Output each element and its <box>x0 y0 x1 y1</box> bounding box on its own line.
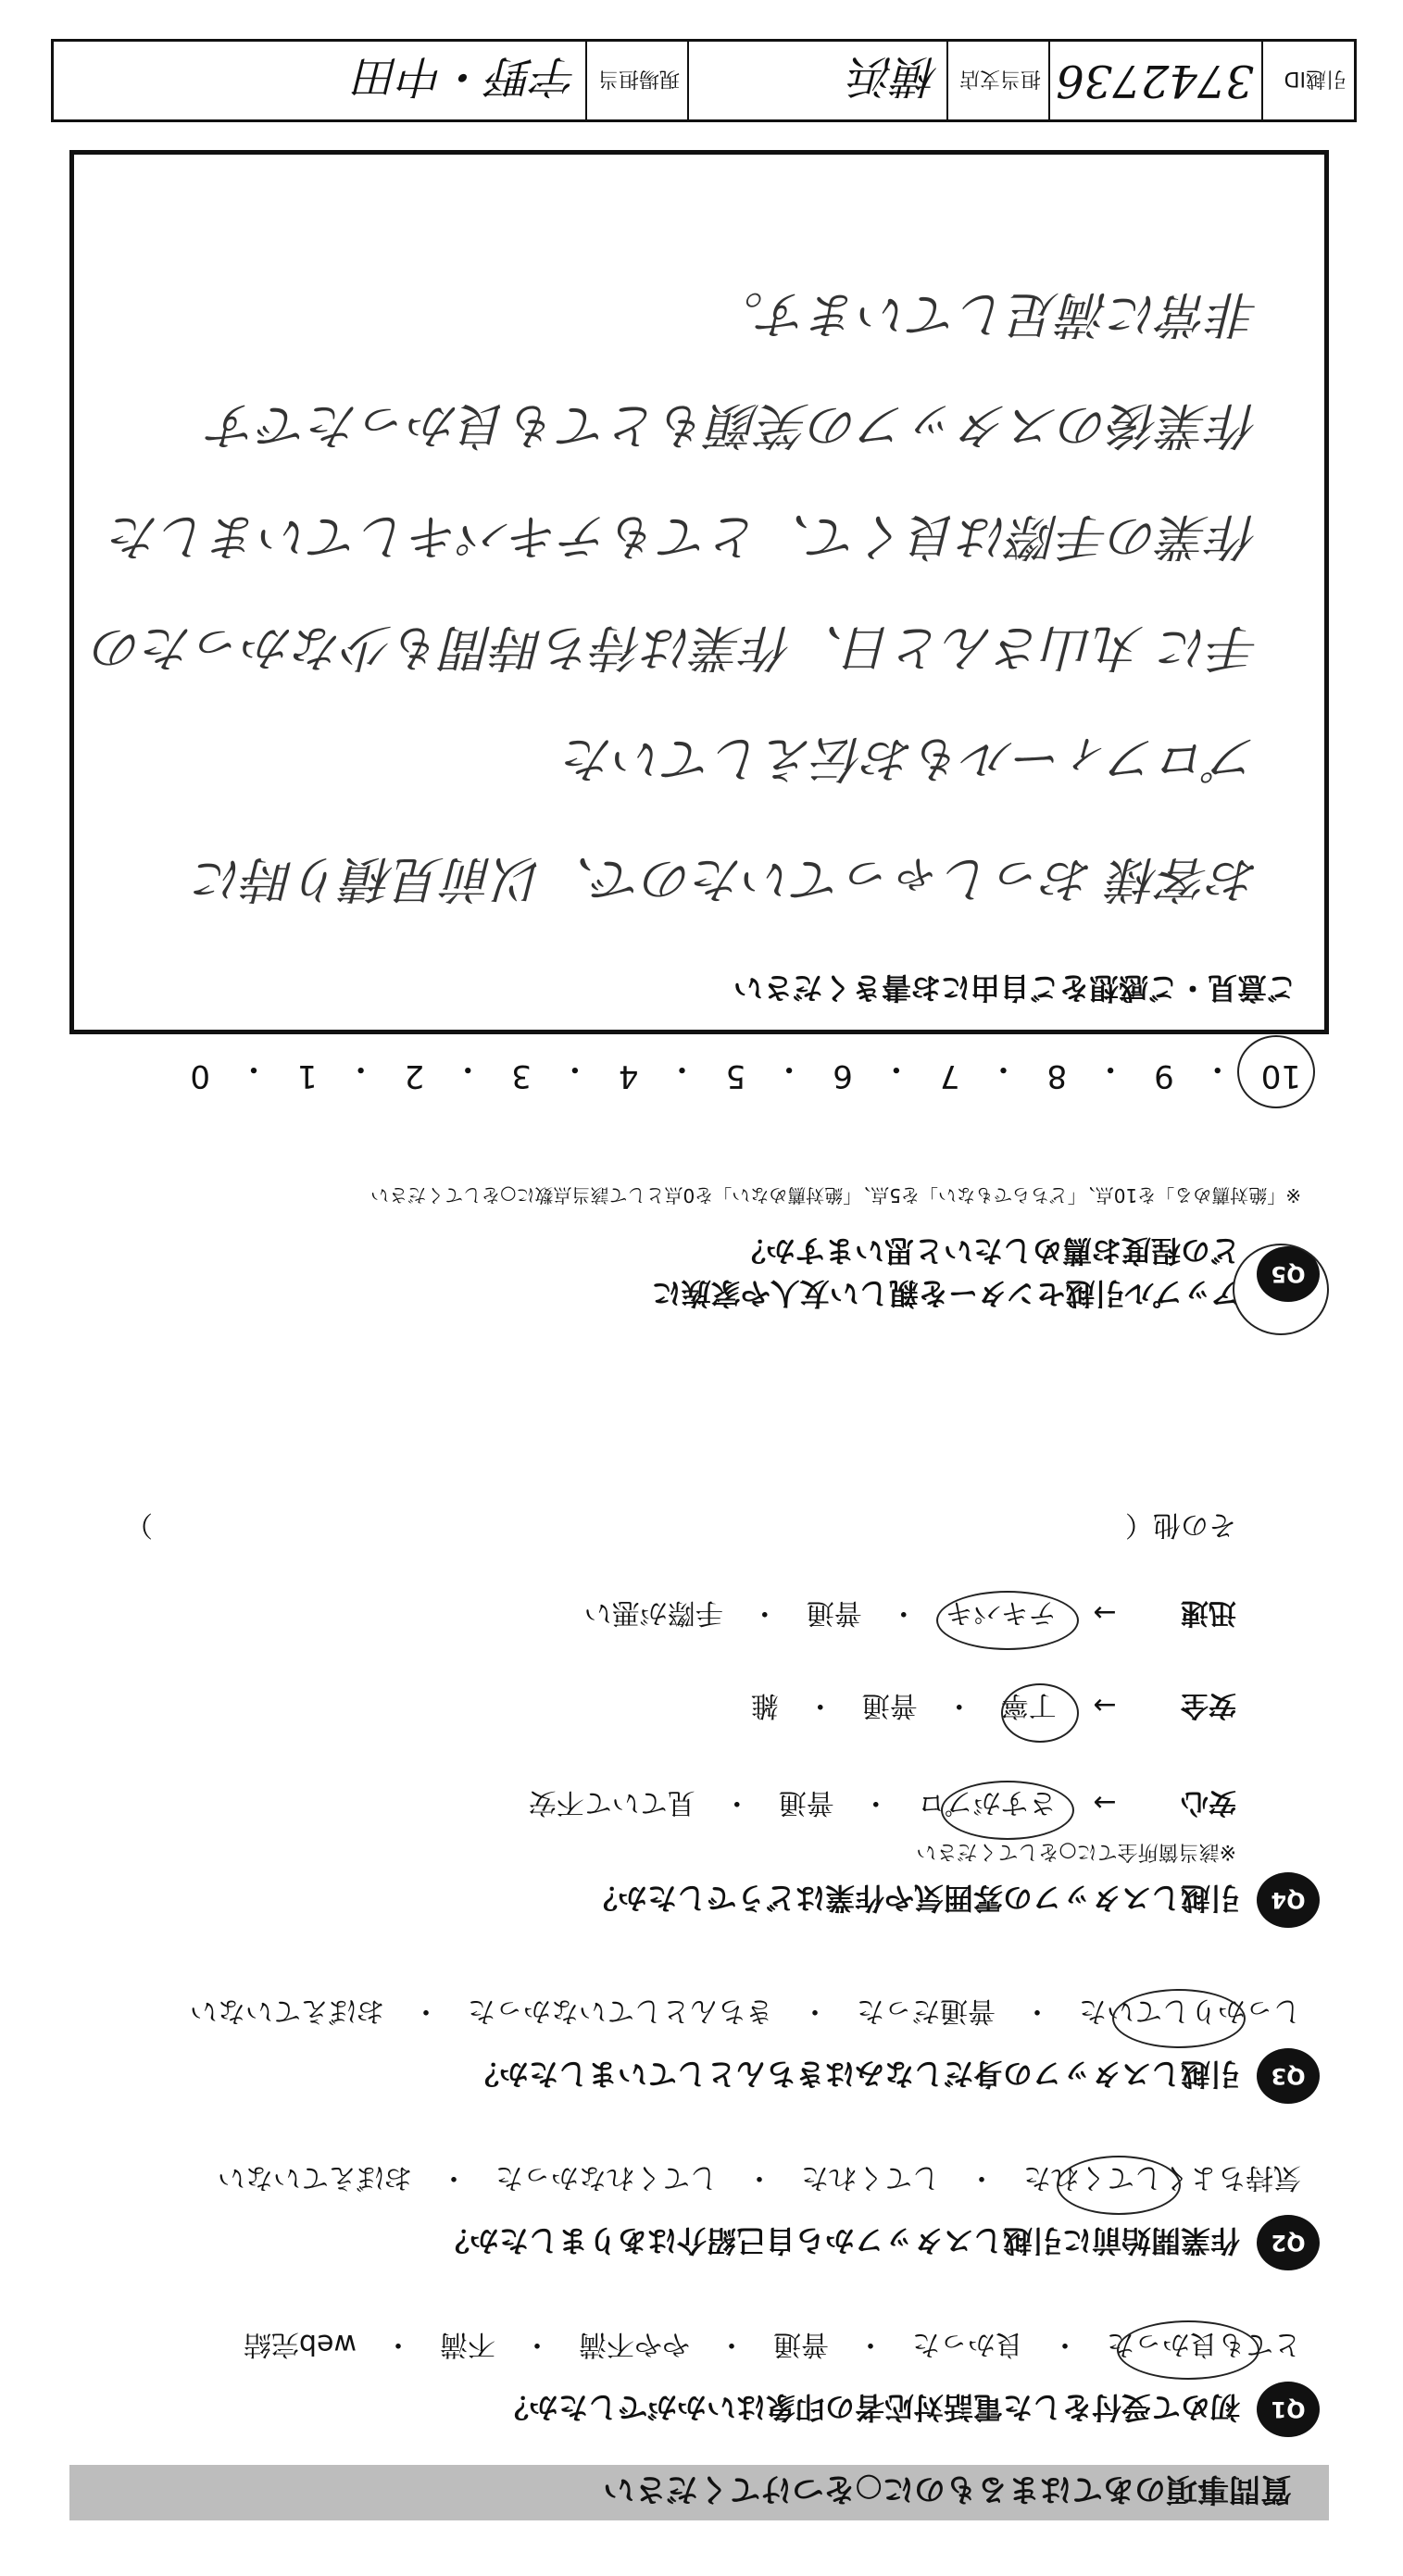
question-4 <box>588 1872 1320 1928</box>
scale-separator: ・ <box>880 1050 912 1087</box>
staff-value: 宇野・中田 <box>355 50 578 103</box>
q1-text: 初めて受付をした電話対応者の印象はいかがでしたか？ <box>498 2390 1240 2425</box>
q2-answer-circle <box>1057 2156 1181 2215</box>
q1-options[interactable]: とても良かった ・ 良かった ・ 普通 ・ やや不満 ・ 不満 ・ web完結 <box>243 2328 1301 2360</box>
q4-badge: Q4 <box>1257 1872 1320 1928</box>
q4-category-options[interactable]: テキパキ ・ 普通 ・ 手際が悪い <box>583 1596 1057 1629</box>
id-label: 引越ID <box>1261 42 1354 119</box>
scale-option-8[interactable]: 8 <box>1046 1057 1068 1094</box>
q4-category-jinsoku[interactable]: 迅速 → テキパキ ・ 普通 ・ 手際が悪い <box>584 1595 1236 1636</box>
instructions-banner: 質問事項のあてはまるものに○をつけてください <box>69 2465 1329 2520</box>
q4-other[interactable]: その他（ ） <box>125 1508 1236 1541</box>
comment-line: 作業後のスタッフの笑顔もとても良かったです <box>209 396 1259 455</box>
comment-line: 手に 丸山さんと日、作業は待ち時間も少なかったの <box>93 619 1259 677</box>
footer-id-strip <box>51 39 1357 122</box>
q5-text: アップル引越センターを親しい友人や家族に <box>651 1276 1240 1311</box>
q4-category-label: 安心 <box>1181 1786 1236 1819</box>
scale-separator: ・ <box>1095 1050 1127 1087</box>
q4-anzen-circle <box>1001 1683 1079 1743</box>
q1-badge: Q1 <box>1257 2382 1320 2437</box>
question-2 <box>440 2215 1320 2270</box>
scale-option-10[interactable]: 10 <box>1260 1057 1301 1094</box>
q4-category-anshin[interactable]: 安心 → さすがプロ ・ 普通 ・ 見ていて不安 <box>529 1785 1236 1826</box>
comment-line: プロフィールもお伝えしていた <box>564 730 1259 788</box>
scale-separator: ・ <box>1201 1050 1234 1087</box>
q4-category-anzen[interactable]: 安全 → 丁寧 ・ 普通 ・ 雑 <box>751 1688 1236 1729</box>
q4-jinsoku-circle <box>936 1591 1079 1650</box>
q4-note: ※該当箇所全てに○をしてください <box>916 1840 1236 1863</box>
q4-anshin-circle <box>941 1781 1074 1840</box>
scale-separator: ・ <box>452 1050 484 1087</box>
staff-label: 現場担当 <box>585 42 687 119</box>
q3-answer-circle <box>1112 1989 1246 2048</box>
scale-separator: ・ <box>987 1050 1020 1087</box>
id-value: 3742736 <box>1048 42 1261 119</box>
q4-category-label: 安全 <box>1181 1689 1236 1721</box>
q5-scale[interactable] <box>190 1049 1301 1094</box>
scale-option-1[interactable]: 1 <box>296 1057 318 1094</box>
q1-answer-circle <box>1117 2320 1259 2380</box>
q4-category-options[interactable]: さすがプロ ・ 普通 ・ 見ていて不安 <box>528 1786 1057 1819</box>
scale-separator: ・ <box>237 1050 269 1087</box>
scale-separator: ・ <box>666 1050 698 1087</box>
q4-category-options[interactable]: 丁寧 ・ 普通 ・ 雑 <box>750 1689 1057 1721</box>
scale-option-6[interactable]: 6 <box>833 1057 853 1094</box>
scale-option-9[interactable]: 9 <box>1154 1057 1174 1094</box>
q5-badge: Q5 <box>1257 1246 1320 1302</box>
comment-line: 作業の手際は良くて、とてもテキパキしていました <box>110 507 1259 566</box>
scale-option-5[interactable]: 5 <box>725 1057 746 1094</box>
scale-option-2[interactable]: 2 <box>404 1057 425 1094</box>
q2-badge: Q2 <box>1257 2215 1320 2270</box>
q2-text: 作業開始前に引越しスタッフから自己紹介はありましたか？ <box>439 2223 1240 2258</box>
question-3 <box>470 2048 1320 2104</box>
comment-line: 非常に満足しています。 <box>713 285 1259 344</box>
scale-option-7[interactable]: 7 <box>939 1057 960 1094</box>
q3-text: 引越しスタッフの身だしなみはきちんとしていましたか？ <box>469 2057 1240 2092</box>
scale-option-4[interactable]: 4 <box>618 1057 639 1094</box>
q2-options[interactable]: 気持ちよくしてくれた ・ してくれた ・ してくれなかった ・ おぼえていない <box>218 2161 1301 2194</box>
q5-badge-circle <box>1233 1244 1329 1335</box>
q4-category-label: 迅速 <box>1181 1596 1236 1629</box>
scale-separator: ・ <box>558 1050 591 1087</box>
comment-title: ご意見・ご感想をご自由にお書きください <box>733 970 1297 1006</box>
q5-text-2: どの程度お薦めしたいと思いますか？ <box>735 1233 1240 1269</box>
comment-box[interactable] <box>69 150 1329 1034</box>
branch-value: 横浜 <box>687 42 946 119</box>
question-5 <box>652 1232 1320 1317</box>
comment-line: お客様 おっしゃっていたので、以前見積り時に <box>194 850 1259 908</box>
q5-note: ※「絶対薦める」を10点、「どちらでもない」を5点、「絶対薦めない」を0点として該当点数に○をしてください <box>370 1184 1301 1207</box>
scale-option-3[interactable]: 3 <box>511 1057 532 1094</box>
q3-badge: Q3 <box>1257 2048 1320 2104</box>
question-1 <box>499 2382 1320 2437</box>
q3-options[interactable]: しっかりしていた ・ 普通だった ・ きちんとしていなかった ・ おぼえていない <box>190 1995 1301 2027</box>
scale-separator: ・ <box>773 1050 806 1087</box>
scale-separator: ・ <box>344 1050 377 1087</box>
scale-option-0[interactable]: 0 <box>190 1057 210 1094</box>
branch-label: 担当支店 <box>946 42 1048 119</box>
q5-answer-circle <box>1237 1035 1315 1108</box>
q4-text: 引越しスタッフの雰囲気や作業はどうでしたか？ <box>587 1881 1240 1916</box>
